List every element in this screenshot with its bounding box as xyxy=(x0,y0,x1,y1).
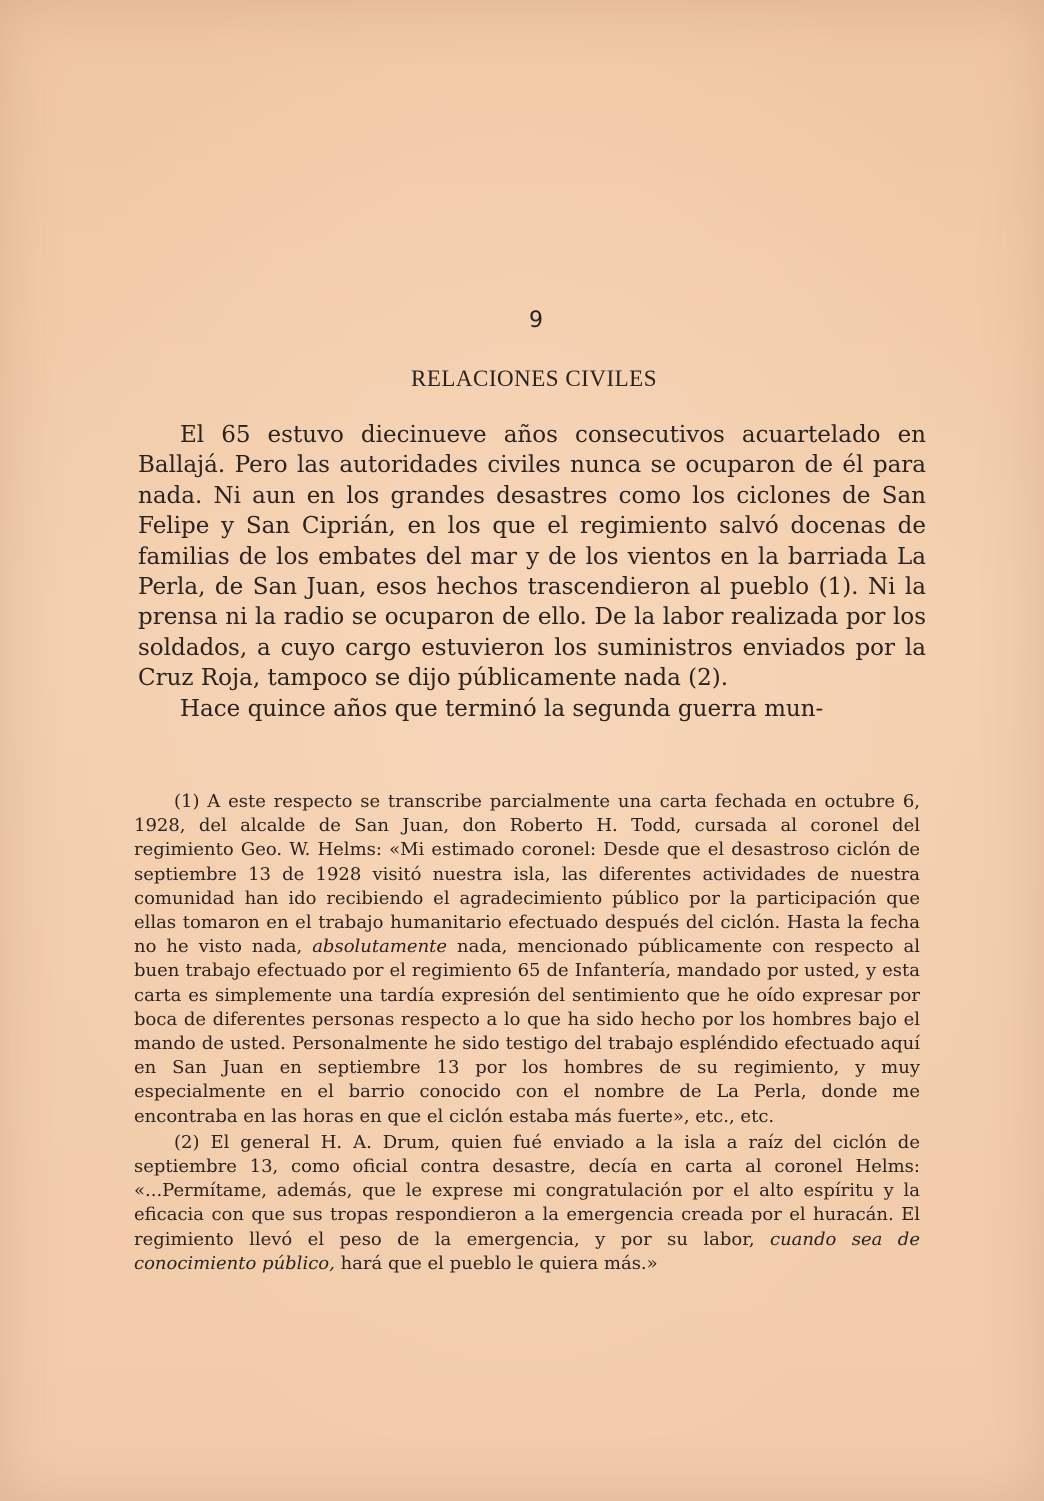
footnote-1 xyxy=(134,790,920,1129)
page-number: 9 xyxy=(529,308,543,333)
body-text xyxy=(138,420,926,724)
footnote-2-emphasis: cuando sea de conocimiento público, xyxy=(134,1228,920,1274)
section-title: RELACIONES CIVILES xyxy=(410,366,658,391)
paragraph-2: Hace quince años que terminó la segunda guerra mun- xyxy=(180,695,824,722)
footnote-1-emphasis: absolutamente xyxy=(312,936,448,958)
footnotes xyxy=(134,790,920,1276)
footnote-2 xyxy=(134,1131,920,1276)
footnote-1-label: (1) xyxy=(174,791,200,812)
footnote-1-text-b: nada, mencionado públicamente con respecto al buen trabajo efectuado por el regimiento 65 de Infantería, mandado por usted, y esta carta es simplemente una tardía expresión del sentimiento que he oído expresar por boca de diferentes personas respecto a lo que ha sido hecho por los hombres bajo el mando de usted. Personalmente he sido testigo del trabajo espléndido efectuado aquí en San Juan en septiembre 13 por los hombres de su regimiento, y muy especialmente en el barrio conocido con el nombre de La Perla, donde me encontraba en las horas en que el ciclón estaba más fuerte», etc., etc. xyxy=(134,936,920,1127)
footnote-2-label: (2) xyxy=(174,1131,200,1153)
footnote-2-text-a: El general H. A. Drum, quien fué enviado a la isla a raíz del ciclón de septiembre 13, como oficial contra desastre, decía en carta al coronel Helms: «...Permítame, además, que le exprese mi congratulación por el alto espíritu y la eficacia con que sus tropas respondieron a la emergencia creada por el huracán. El regimiento llevó el peso de la emergencia, y por su labor, xyxy=(134,1131,920,1250)
paragraph-1: El 65 estuvo diecinueve años consecutivos acuartelado en Ballajá. Pero las autoridades civiles nunca se ocuparon de él para nada. Ni aun en los grandes desastres como los ciclones de San Felipe y San Ciprián, en los que el regimiento salvó docenas de familias de los embates del mar y de los vientos en la barriada La Perla, de San Juan, esos hechos trascendieron al pueblo (1). Ni la prensa ni la radio se ocuparon de ello. De la labor realizada por los soldados, a cuyo cargo estuvieron los suministros enviados por la Cruz Roja, tampoco se dijo públicamente nada (2). xyxy=(138,422,926,692)
footnote-1-text-a: A este respecto se transcribe parcialmente una carta fechada en octubre 6, 1928, del alcalde de San Juan, don Roberto H. Todd, cursada al coronel del regimiento Geo. W. Helms: «Mi estimado coronel: Desde que el desastroso ciclón de septiembre 13 de 1928 visitó nuestra isla, las diferentes actividades de nuestra comunidad han ido recibiendo el agradecimiento público por la participación que ellas tomaron en el trabajo humanitario efectuado después del ciclón. Hasta la fecha no he visto nada, xyxy=(134,791,920,958)
footnote-2-text-b: hará que el pueblo le quiera más.» xyxy=(340,1252,658,1274)
